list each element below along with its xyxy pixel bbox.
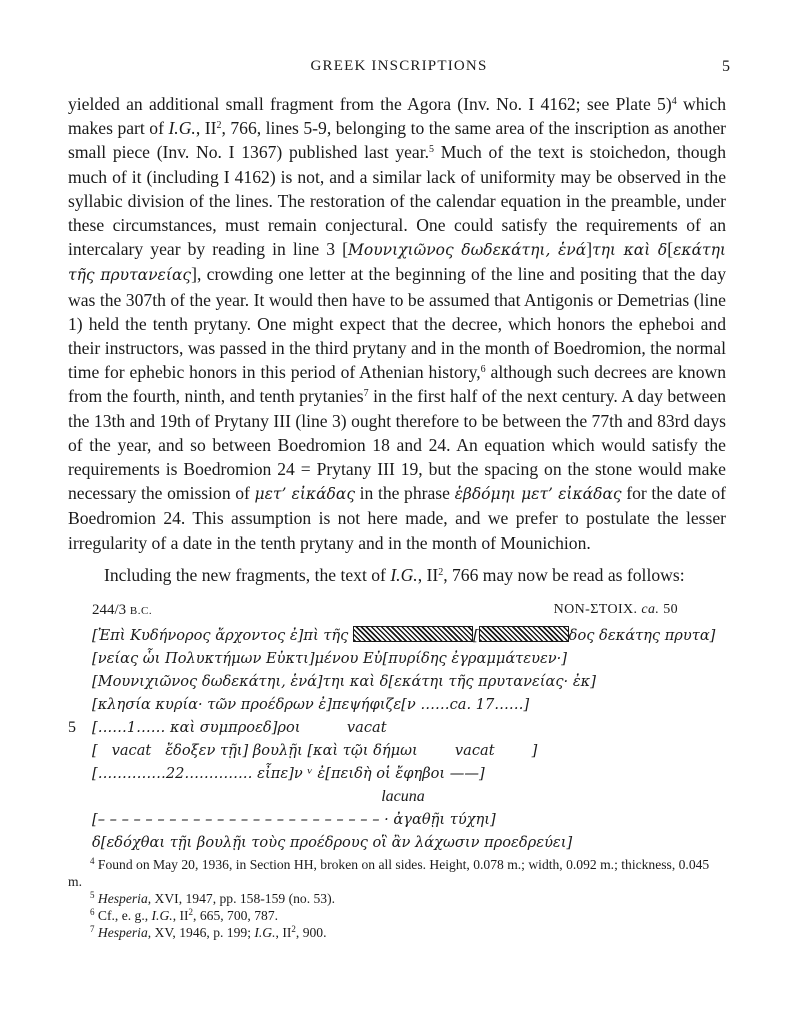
- inscription-line-2: [68, 647, 726, 670]
- inscription-line-3: [68, 670, 726, 693]
- footnote-mark: 7: [90, 924, 95, 934]
- citation-title: I.G.: [254, 925, 276, 940]
- inscription-line-7: [68, 762, 726, 785]
- footnote-ref-5: 5: [429, 144, 435, 156]
- footnote-7: [68, 924, 726, 941]
- lacuna-label: lacuna: [381, 788, 425, 805]
- superscript: 2: [291, 924, 296, 934]
- text-run: in the phrase: [355, 483, 455, 504]
- footnote-mark: 6: [90, 907, 95, 917]
- line-text: [: [472, 627, 479, 644]
- footnote-4: [68, 856, 726, 890]
- stoich-ca: ca.: [641, 602, 660, 617]
- text-run: ], crowding one letter at the beginning of the line and positing that the day was the 307th of the year. It would then have to be assumed that Antigonis or Demetrias (line 1) held the tenth prytany. One might expect that the decree, which honors the epheboi and their instructors, was passed in the third prytany and in the month of Boedromion, the normal time for ephebic honors in this period of Athenian history,: [68, 264, 726, 383]
- footnote-text: , 900.: [295, 925, 327, 940]
- inscription-header: [68, 602, 726, 624]
- text-run: for the date of Boedromion 24. This assumption is not here made, and we prefer to postulate the lesser irregularity of a date in the tenth prytany and in the month of Mounichion.: [68, 483, 726, 553]
- footnote-text: , 665, 700, 787.: [193, 908, 279, 923]
- line-text: [Ἐπὶ Κυδήνορος ἄρχοντος ἐ]πὶ τῆς: [92, 627, 353, 644]
- greek-text: ἑβδόμηι μετ’ εἰκάδας: [454, 485, 622, 504]
- inscription-line-5: [68, 716, 726, 739]
- footnote-text: Cf., e. g.,: [97, 908, 152, 923]
- paragraph-2: [68, 563, 726, 587]
- line-text: [– – – – – – – – – – – – – – – – – – – – – – – – · ἀγαθῇι τύχηι]: [92, 811, 496, 828]
- citation-title: I.G.: [168, 118, 196, 139]
- journal-title: Hesperia: [97, 891, 148, 906]
- footnote-text: , II: [275, 925, 292, 940]
- superscript: 2: [188, 907, 194, 917]
- running-title: GREEK INSCRIPTIONS: [310, 58, 488, 74]
- greek-text: τηι καὶ δ: [592, 241, 668, 260]
- text-run: in the first half of the next century. A day between the 13th and 19th of Prytany III (line 3) ought therefore to be between the 77th and 83rd days of the year, and so between Boedromion 18 and 24. An equation which would satisfy the requirements is Boedromion 24 = Prytany III 19, but the spacing on the stone would make necessary the omission of: [68, 386, 726, 504]
- stoich-count: 50: [663, 602, 678, 617]
- footnote-6: [68, 907, 726, 924]
- superscript: 2: [216, 120, 222, 132]
- inscription-block: [68, 602, 726, 854]
- line-text: [‥‥‥‥‥‥‥22‥‥‥‥‥‥‥ εἶπε]ν ᵛ ἐ[πειδὴ οἱ ἔφηβοι ——]: [92, 765, 485, 782]
- page-number: 5: [722, 58, 730, 75]
- footnote-text: , XV, 1946, p. 199;: [147, 925, 255, 940]
- footnote-text: , XVI, 1947, pp. 158-159 (no. 53).: [147, 891, 336, 906]
- footnotes: [68, 856, 726, 941]
- greek-text: μετ’ εἰκάδας: [254, 485, 356, 504]
- footnote-5: [68, 890, 726, 907]
- footnote-ref-7: 7: [363, 388, 369, 400]
- citation-title: I.G.: [390, 564, 418, 585]
- text-run: , II: [195, 118, 217, 139]
- text-run: although such decrees are known from the fourth, ninth, and tenth prytanies: [68, 362, 727, 407]
- inscription-line-10: [68, 831, 726, 854]
- text-run: , 766 may now be read as follows:: [443, 564, 685, 585]
- citation-title: I.G.: [151, 908, 173, 923]
- line-text: [ vacat ἔδοξεν τῇι] βουλῇι [καὶ τῷι δήμωι vacat ]: [92, 742, 538, 759]
- superscript: 2: [438, 566, 444, 578]
- line-number: 5: [68, 719, 76, 736]
- text-run: , II: [417, 564, 439, 585]
- line-text: [νείας ὧι Πολυκτήμων Εὐκτι]μένου Εὐ[πυρίδης ἐγραμμάτευεν·]: [92, 650, 567, 667]
- line-text: δ[εδόχθαι τῇι βουλῇι τοὺς προέδρους οἳ ἂν λάχωσιν προεδρεύει]: [92, 834, 573, 851]
- text-run: Much of the text is stoichedon, though much of it (including I 4162) is not, and a similar lack of uniformity may be observed in the syllabic division of the lines. The restoration of the calendar equation in the preamble, under these circumstances, must remain conjectural. One could satisfy the requirements of an intercalary year by reading in line 3 [: [68, 142, 726, 260]
- stoich-label: NON-ΣTOIX.: [553, 602, 638, 617]
- text-run: [: [667, 239, 674, 260]
- footnote-ref-4: 4: [671, 96, 677, 107]
- inscription-line-6: [68, 739, 726, 762]
- footnote-text: Found on May 20, 1936, in Section ΗΗ, broken on all sides. Height, 0.078 m.; width, 0.092 m.; thickness, 0.045 m.: [68, 857, 710, 889]
- text-run: yielded an additional small fragment from the Agora (Inv. No. I 4162; see Plate 5): [68, 94, 672, 114]
- footnote-mark: 4: [90, 856, 95, 866]
- greek-text: Μουνιχιῶνος δωδεκάτηι, ἑνά: [348, 241, 587, 260]
- line-text: δος δεκάτης πρυτα]: [568, 627, 716, 644]
- footnote-ref-6: 6: [480, 364, 486, 376]
- inscription-line-4: [68, 693, 726, 716]
- erasure-hatch: [353, 626, 473, 642]
- journal-title: Hesperia: [97, 925, 148, 940]
- footnote-mark: 5: [90, 890, 95, 900]
- line-text: [‥‥‥1‥‥‥ καὶ συμπροεδ]ροι vacat: [92, 719, 387, 736]
- line-text: [Μουνιχιῶνος δωδεκάτηι, ἑνά]τηι καὶ δ[εκάτηι τῆς πρυτανείας· ἐκ]: [92, 673, 596, 690]
- inscription-line-9: [68, 808, 726, 831]
- text-run: which makes part of: [68, 94, 726, 139]
- erasure-hatch: [479, 626, 569, 642]
- stoichedon-note: [554, 602, 678, 618]
- text-run: Including the new fragments, the text of: [104, 564, 391, 585]
- inscription-line-1: [68, 624, 726, 647]
- body-text: [68, 92, 726, 587]
- text-run: , 766, lines 5-9, belonging to the same area of the inscription as another small piece (Inv. No. I 1367) published last year.: [68, 118, 726, 163]
- lacuna-marker: [68, 785, 726, 808]
- inscription-date: [92, 602, 152, 619]
- date-era: B.C.: [129, 605, 153, 617]
- greek-text: εκάτηι τῆς πρυτανείας: [68, 241, 726, 285]
- footnote-text: , II: [172, 908, 189, 923]
- paragraph-1: [68, 92, 726, 555]
- line-text: [κλησία κυρία· τῶν προέδρων ἐ]πεψήφιζε[ν ‥‥‥ca. 17‥‥‥]: [92, 696, 530, 713]
- date-year: 244/3: [92, 602, 127, 618]
- text-run: ]: [586, 239, 593, 260]
